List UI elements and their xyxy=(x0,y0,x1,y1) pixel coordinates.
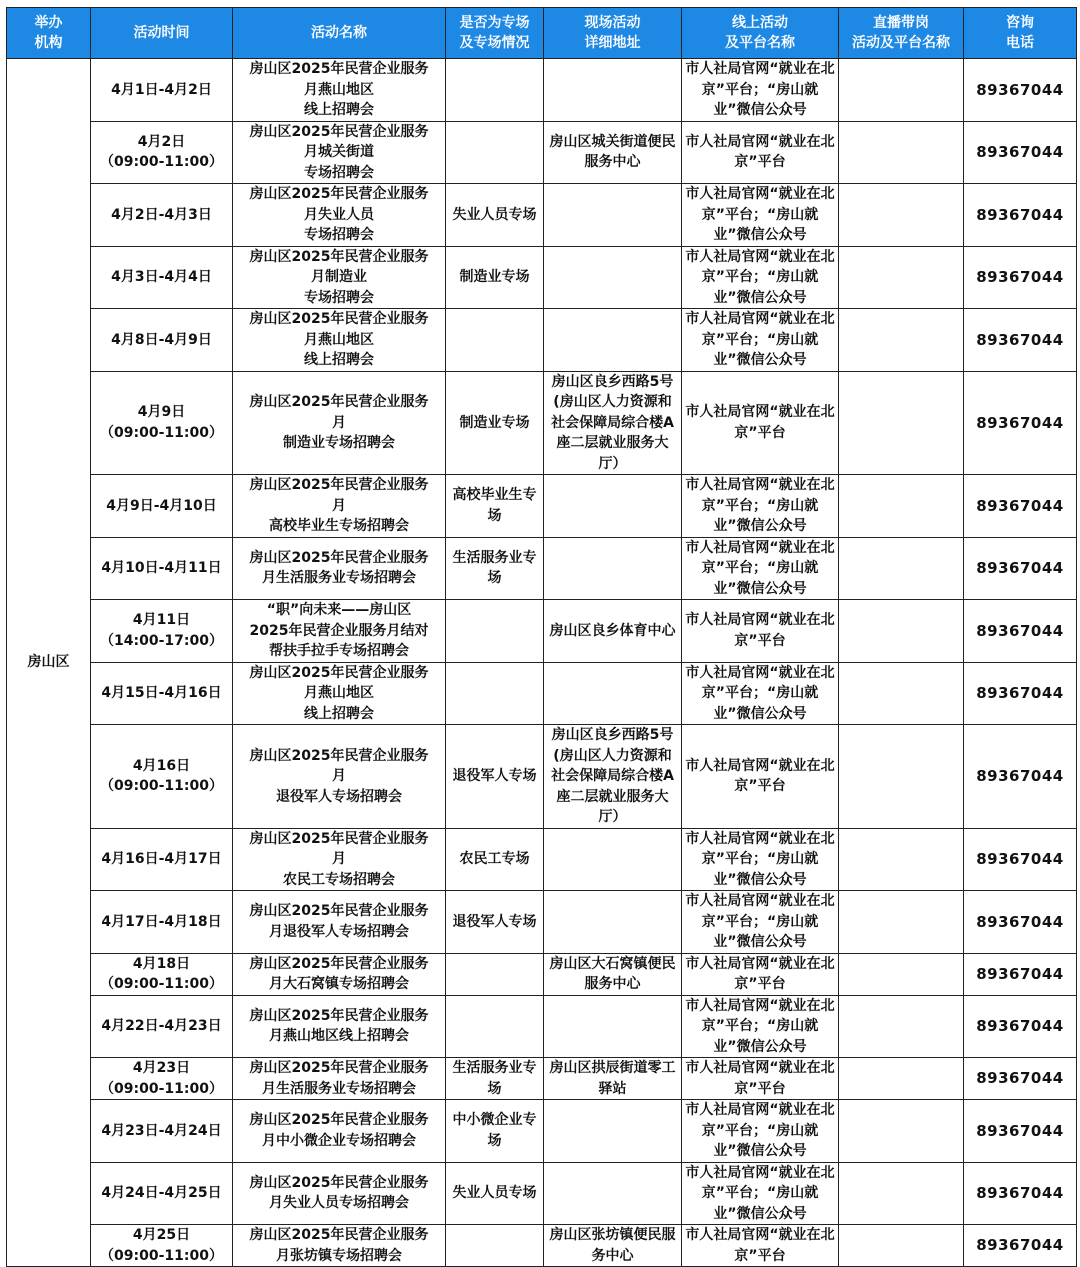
event-time: 4月23日-4月24日 xyxy=(91,1100,233,1163)
event-live-stream xyxy=(839,59,964,122)
event-phone: 89367044 xyxy=(964,1100,1077,1163)
event-live-stream xyxy=(839,1100,964,1163)
event-address: 房山区拱辰街道零工驿站 xyxy=(544,1058,682,1100)
event-time: 4月11日 （14:00-17:00） xyxy=(91,600,233,663)
event-phone: 89367044 xyxy=(964,953,1077,995)
event-time: 4月25日 （09:00-11:00） xyxy=(91,1225,233,1267)
event-live-stream xyxy=(839,371,964,475)
event-live-stream xyxy=(839,1162,964,1225)
event-live-stream xyxy=(839,246,964,309)
event-online-platform: 市人社局官网“就业在北京”平台；“房山就业”微信公众号 xyxy=(682,246,839,309)
event-phone: 89367044 xyxy=(964,121,1077,184)
event-special: 失业人员专场 xyxy=(446,184,544,247)
event-live-stream xyxy=(839,891,964,954)
event-online-platform: 市人社局官网“就业在北京”平台；“房山就业”微信公众号 xyxy=(682,1162,839,1225)
event-address: 房山区良乡西路5号(房山区人力资源和社会保障局综合楼A座二层就业服务大厅） xyxy=(544,371,682,475)
event-online-platform: 市人社局官网“就业在北京”平台；“房山就业”微信公众号 xyxy=(682,662,839,725)
table-row xyxy=(7,246,1077,309)
event-name: 房山区2025年民营企业服务 月生活服务业专场招聘会 xyxy=(233,537,446,600)
organizer-cell: 房山区 xyxy=(7,59,91,1267)
event-name: 房山区2025年民营企业服务 月中小微企业专场招聘会 xyxy=(233,1100,446,1163)
event-address: 房山区城关街道便民服务中心 xyxy=(544,121,682,184)
table-row xyxy=(7,475,1077,538)
event-special xyxy=(446,953,544,995)
event-address: 房山区良乡西路5号(房山区人力资源和社会保障局综合楼A座二层就业服务大厅） xyxy=(544,725,682,829)
event-online-platform: 市人社局官网“就业在北京”平台 xyxy=(682,953,839,995)
event-live-stream xyxy=(839,953,964,995)
event-name: 房山区2025年民营企业服务 月燕山地区 线上招聘会 xyxy=(233,59,446,122)
event-name: 房山区2025年民营企业服务 月退役军人专场招聘会 xyxy=(233,891,446,954)
event-phone: 89367044 xyxy=(964,1058,1077,1100)
event-online-platform: 市人社局官网“就业在北京”平台 xyxy=(682,371,839,475)
event-address xyxy=(544,828,682,891)
event-address xyxy=(544,891,682,954)
event-special: 退役军人专场 xyxy=(446,725,544,829)
event-time: 4月17日-4月18日 xyxy=(91,891,233,954)
table-row xyxy=(7,1100,1077,1163)
event-live-stream xyxy=(839,662,964,725)
event-time: 4月16日-4月17日 xyxy=(91,828,233,891)
event-time: 4月24日-4月25日 xyxy=(91,1162,233,1225)
event-special: 退役军人专场 xyxy=(446,891,544,954)
event-phone: 89367044 xyxy=(964,246,1077,309)
event-special xyxy=(446,995,544,1058)
table-row xyxy=(7,662,1077,725)
event-name: 房山区2025年民营企业服务 月生活服务业专场招聘会 xyxy=(233,1058,446,1100)
event-live-stream xyxy=(839,1225,964,1267)
event-name: “职”向未来——房山区 2025年民营企业服务月结对 帮扶手拉手专场招聘会 xyxy=(233,600,446,663)
header-event-name: 活动名称 xyxy=(233,8,446,59)
event-time: 4月3日-4月4日 xyxy=(91,246,233,309)
header-special: 是否为专场 及专场情况 xyxy=(446,8,544,59)
event-address xyxy=(544,662,682,725)
event-time: 4月2日 （09:00-11:00） xyxy=(91,121,233,184)
table-row xyxy=(7,309,1077,372)
event-phone: 89367044 xyxy=(964,537,1077,600)
event-special: 失业人员专场 xyxy=(446,1162,544,1225)
event-phone: 89367044 xyxy=(964,995,1077,1058)
event-online-platform: 市人社局官网“就业在北京”平台 xyxy=(682,725,839,829)
event-special xyxy=(446,309,544,372)
event-name: 房山区2025年民营企业服务 月燕山地区 线上招聘会 xyxy=(233,309,446,372)
event-address: 房山区良乡体育中心 xyxy=(544,600,682,663)
event-special xyxy=(446,662,544,725)
event-special: 生活服务业专场 xyxy=(446,537,544,600)
event-online-platform: 市人社局官网“就业在北京”平台；“房山就业”微信公众号 xyxy=(682,537,839,600)
event-phone: 89367044 xyxy=(964,1225,1077,1267)
header-phone: 咨询 电话 xyxy=(964,8,1077,59)
header-time: 活动时间 xyxy=(91,8,233,59)
table-row xyxy=(7,953,1077,995)
header-online-platform: 线上活动 及平台名称 xyxy=(682,8,839,59)
table-row xyxy=(7,1058,1077,1100)
event-name: 房山区2025年民营企业服务 月 制造业专场招聘会 xyxy=(233,371,446,475)
event-phone: 89367044 xyxy=(964,309,1077,372)
event-name: 房山区2025年民营企业服务 月失业人员 专场招聘会 xyxy=(233,184,446,247)
event-special: 农民工专场 xyxy=(446,828,544,891)
event-phone: 89367044 xyxy=(964,662,1077,725)
header-row xyxy=(7,8,1077,59)
event-phone: 89367044 xyxy=(964,475,1077,538)
event-special xyxy=(446,1225,544,1267)
event-online-platform: 市人社局官网“就业在北京”平台；“房山就业”微信公众号 xyxy=(682,995,839,1058)
table-body xyxy=(7,59,1077,1267)
table-row xyxy=(7,184,1077,247)
event-online-platform: 市人社局官网“就业在北京”平台；“房山就业”微信公众号 xyxy=(682,891,839,954)
event-special xyxy=(446,121,544,184)
table-row xyxy=(7,59,1077,122)
event-special: 制造业专场 xyxy=(446,246,544,309)
event-time: 4月2日-4月3日 xyxy=(91,184,233,247)
event-online-platform: 市人社局官网“就业在北京”平台；“房山就业”微信公众号 xyxy=(682,59,839,122)
event-special xyxy=(446,59,544,122)
table-row xyxy=(7,600,1077,663)
event-address xyxy=(544,309,682,372)
event-address xyxy=(544,59,682,122)
event-name: 房山区2025年民营企业服务 月 高校毕业生专场招聘会 xyxy=(233,475,446,538)
event-online-platform: 市人社局官网“就业在北京”平台；“房山就业”微信公众号 xyxy=(682,184,839,247)
event-live-stream xyxy=(839,184,964,247)
event-special: 制造业专场 xyxy=(446,371,544,475)
event-live-stream xyxy=(839,309,964,372)
event-live-stream xyxy=(839,1058,964,1100)
event-address xyxy=(544,184,682,247)
event-special: 中小微企业专场 xyxy=(446,1100,544,1163)
event-time: 4月16日 （09:00-11:00） xyxy=(91,725,233,829)
table-row xyxy=(7,371,1077,475)
event-online-platform: 市人社局官网“就业在北京”平台 xyxy=(682,1225,839,1267)
event-phone: 89367044 xyxy=(964,184,1077,247)
table-row xyxy=(7,828,1077,891)
event-name: 房山区2025年民营企业服务 月失业人员专场招聘会 xyxy=(233,1162,446,1225)
event-phone: 89367044 xyxy=(964,725,1077,829)
event-live-stream xyxy=(839,600,964,663)
event-time: 4月9日-4月10日 xyxy=(91,475,233,538)
event-name: 房山区2025年民营企业服务 月城关街道 专场招聘会 xyxy=(233,121,446,184)
event-online-platform: 市人社局官网“就业在北京”平台；“房山就业”微信公众号 xyxy=(682,828,839,891)
table-row xyxy=(7,537,1077,600)
table-row xyxy=(7,995,1077,1058)
event-phone: 89367044 xyxy=(964,828,1077,891)
event-special xyxy=(446,600,544,663)
event-time: 4月1日-4月2日 xyxy=(91,59,233,122)
table-row xyxy=(7,121,1077,184)
event-online-platform: 市人社局官网“就业在北京”平台 xyxy=(682,1058,839,1100)
event-name: 房山区2025年民营企业服务 月 农民工专场招聘会 xyxy=(233,828,446,891)
event-address xyxy=(544,246,682,309)
event-address xyxy=(544,1162,682,1225)
table-row xyxy=(7,725,1077,829)
event-time: 4月22日-4月23日 xyxy=(91,995,233,1058)
event-name: 房山区2025年民营企业服务 月燕山地区 线上招聘会 xyxy=(233,662,446,725)
event-name: 房山区2025年民营企业服务 月 退役军人专场招聘会 xyxy=(233,725,446,829)
event-time: 4月18日 （09:00-11:00） xyxy=(91,953,233,995)
event-name: 房山区2025年民营企业服务 月张坊镇专场招聘会 xyxy=(233,1225,446,1267)
event-online-platform: 市人社局官网“就业在北京”平台；“房山就业”微信公众号 xyxy=(682,475,839,538)
table-row xyxy=(7,1162,1077,1225)
event-time: 4月23日 （09:00-11:00） xyxy=(91,1058,233,1100)
header-live-stream: 直播带岗 活动及平台名称 xyxy=(839,8,964,59)
event-name: 房山区2025年民营企业服务 月燕山地区线上招聘会 xyxy=(233,995,446,1058)
event-time: 4月8日-4月9日 xyxy=(91,309,233,372)
table-row xyxy=(7,1225,1077,1267)
event-special: 高校毕业生专场 xyxy=(446,475,544,538)
event-address: 房山区张坊镇便民服务中心 xyxy=(544,1225,682,1267)
event-online-platform: 市人社局官网“就业在北京”平台；“房山就业”微信公众号 xyxy=(682,1100,839,1163)
event-live-stream xyxy=(839,121,964,184)
event-phone: 89367044 xyxy=(964,59,1077,122)
event-name: 房山区2025年民营企业服务 月制造业 专场招聘会 xyxy=(233,246,446,309)
event-time: 4月15日-4月16日 xyxy=(91,662,233,725)
event-address: 房山区大石窝镇便民服务中心 xyxy=(544,953,682,995)
header-organizer: 举办 机构 xyxy=(7,8,91,59)
event-address xyxy=(544,537,682,600)
event-live-stream xyxy=(839,725,964,829)
event-address xyxy=(544,995,682,1058)
event-live-stream xyxy=(839,828,964,891)
job-fair-schedule-table xyxy=(6,7,1077,1267)
event-live-stream xyxy=(839,537,964,600)
event-online-platform: 市人社局官网“就业在北京”平台 xyxy=(682,121,839,184)
table-row xyxy=(7,891,1077,954)
event-name: 房山区2025年民营企业服务 月大石窝镇专场招聘会 xyxy=(233,953,446,995)
event-special: 生活服务业专场 xyxy=(446,1058,544,1100)
event-phone: 89367044 xyxy=(964,1162,1077,1225)
event-live-stream xyxy=(839,995,964,1058)
event-live-stream xyxy=(839,475,964,538)
event-phone: 89367044 xyxy=(964,600,1077,663)
event-online-platform: 市人社局官网“就业在北京”平台；“房山就业”微信公众号 xyxy=(682,309,839,372)
event-address xyxy=(544,1100,682,1163)
event-time: 4月10日-4月11日 xyxy=(91,537,233,600)
event-time: 4月9日 （09:00-11:00） xyxy=(91,371,233,475)
event-address xyxy=(544,475,682,538)
event-online-platform: 市人社局官网“就业在北京”平台 xyxy=(682,600,839,663)
event-phone: 89367044 xyxy=(964,891,1077,954)
event-phone: 89367044 xyxy=(964,371,1077,475)
header-address: 现场活动 详细地址 xyxy=(544,8,682,59)
